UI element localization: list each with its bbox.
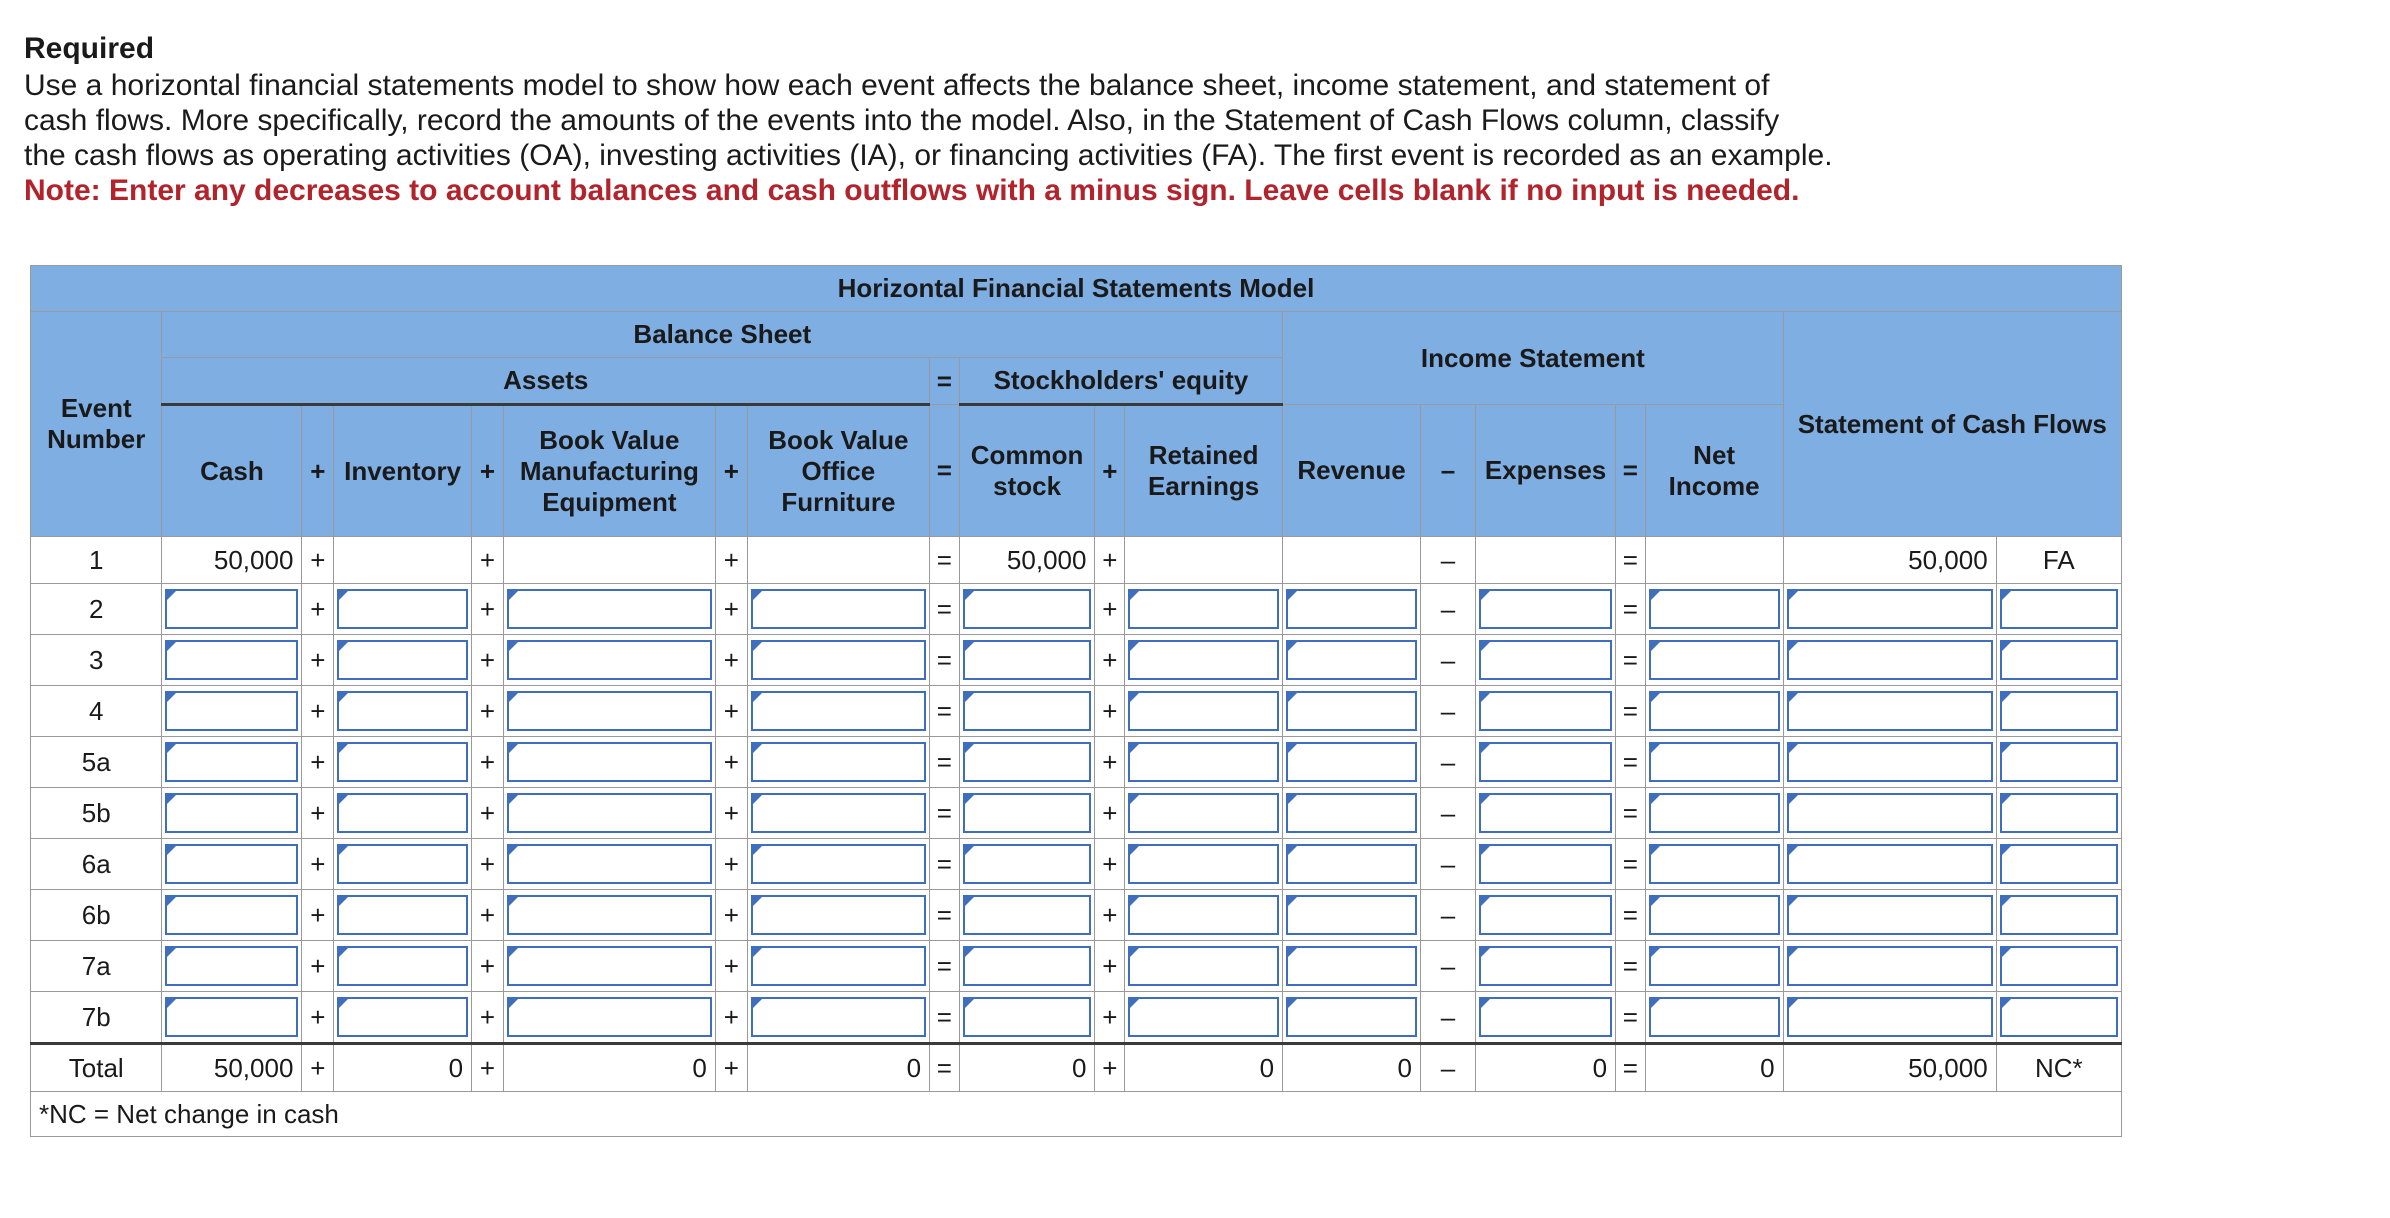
plus-sign: + bbox=[715, 839, 747, 890]
common-stock-input[interactable] bbox=[963, 997, 1092, 1037]
plus-sign: + bbox=[302, 405, 334, 537]
plus-sign: + bbox=[472, 686, 504, 737]
cash-input[interactable] bbox=[165, 844, 298, 884]
equals-sign: = bbox=[930, 788, 960, 839]
mfg-equipment-input[interactable] bbox=[507, 997, 712, 1037]
model-title: Horizontal Financial Statements Model bbox=[31, 266, 2122, 312]
retained-earnings-input[interactable] bbox=[1128, 793, 1279, 833]
instructions-line-2: cash flows. More specifically, record the amounts of the events into the model. Also, in the Statement of Cash Flows column, classify bbox=[24, 104, 1780, 137]
example-row bbox=[31, 537, 2122, 584]
plus-sign: + bbox=[472, 839, 504, 890]
expenses-input[interactable] bbox=[1479, 793, 1612, 833]
plus-sign: + bbox=[715, 737, 747, 788]
plus-sign: + bbox=[1095, 839, 1125, 890]
plus-sign: + bbox=[302, 584, 334, 635]
minus-sign: – bbox=[1420, 788, 1475, 839]
minus-sign: – bbox=[1420, 992, 1475, 1044]
event-row bbox=[31, 941, 2122, 992]
expenses-input[interactable] bbox=[1479, 640, 1612, 680]
revenue-input[interactable] bbox=[1286, 844, 1417, 884]
plus-sign: + bbox=[1095, 992, 1125, 1044]
plus-sign: + bbox=[472, 890, 504, 941]
cash-flow-value: 50,000 bbox=[1783, 537, 1996, 584]
common-stock-input[interactable] bbox=[963, 946, 1092, 986]
expenses-value bbox=[1476, 537, 1616, 584]
plus-sign: + bbox=[302, 992, 334, 1044]
total-retained-earnings: 0 bbox=[1125, 1044, 1283, 1092]
plus-sign: + bbox=[1095, 788, 1125, 839]
cash-input[interactable] bbox=[165, 742, 298, 782]
common-stock-input[interactable] bbox=[963, 691, 1092, 731]
net-income-input[interactable] bbox=[1649, 997, 1780, 1037]
minus-sign: – bbox=[1420, 686, 1475, 737]
equals-sign: = bbox=[1616, 584, 1646, 635]
revenue-value bbox=[1283, 537, 1421, 584]
event-row bbox=[31, 686, 2122, 737]
mfg-equipment-input[interactable] bbox=[507, 691, 712, 731]
common-stock-value: 50,000 bbox=[959, 537, 1095, 584]
total-cash-flow-class: NC* bbox=[1996, 1044, 2121, 1092]
mfg-equipment-input[interactable] bbox=[507, 895, 712, 935]
revenue-input[interactable] bbox=[1286, 793, 1417, 833]
retained-earnings-input[interactable] bbox=[1128, 691, 1279, 731]
revenue-input[interactable] bbox=[1286, 742, 1417, 782]
common-stock-input[interactable] bbox=[963, 589, 1092, 629]
cash-input[interactable] bbox=[165, 640, 298, 680]
minus-sign: – bbox=[1420, 635, 1475, 686]
inventory-header: Inventory bbox=[334, 405, 472, 537]
plus-sign: + bbox=[472, 941, 504, 992]
plus-sign: + bbox=[715, 1044, 747, 1092]
revenue-input[interactable] bbox=[1286, 640, 1417, 680]
plus-sign: + bbox=[472, 635, 504, 686]
equals-sign: = bbox=[930, 1044, 960, 1092]
inventory-input[interactable] bbox=[337, 997, 468, 1037]
event-row bbox=[31, 788, 2122, 839]
equals-sign: = bbox=[1616, 635, 1646, 686]
retained-earnings-input[interactable] bbox=[1128, 895, 1279, 935]
plus-sign: + bbox=[472, 1044, 504, 1092]
event-label: 6a bbox=[31, 839, 162, 890]
cash-flow-class-input[interactable] bbox=[2000, 640, 2118, 680]
common-stock-input[interactable] bbox=[963, 895, 1092, 935]
retained-earnings-input[interactable] bbox=[1128, 946, 1279, 986]
equals-sign: = bbox=[1616, 537, 1646, 584]
expenses-input[interactable] bbox=[1479, 742, 1612, 782]
plus-sign: + bbox=[1095, 635, 1125, 686]
mfg-equipment-input[interactable] bbox=[507, 589, 712, 629]
plus-sign: + bbox=[715, 788, 747, 839]
office-furniture-input[interactable] bbox=[751, 844, 926, 884]
plus-sign: + bbox=[715, 941, 747, 992]
net-income-input[interactable] bbox=[1649, 640, 1780, 680]
event-label: 5b bbox=[31, 788, 162, 839]
inventory-input[interactable] bbox=[337, 793, 468, 833]
office-furniture-input[interactable] bbox=[751, 589, 926, 629]
equals-sign: = bbox=[930, 737, 960, 788]
office-furniture-input[interactable] bbox=[751, 742, 926, 782]
cash-flow-input[interactable] bbox=[1787, 589, 1993, 629]
instructions-line-1: Use a horizontal financial statements model to show how each event affects the balance sheet, income statement, and statement of bbox=[24, 69, 1770, 102]
revenue-input[interactable] bbox=[1286, 946, 1417, 986]
net-income-input[interactable] bbox=[1649, 946, 1780, 986]
cash-input[interactable] bbox=[165, 691, 298, 731]
cash-flow-input[interactable] bbox=[1787, 997, 1993, 1037]
equals-sign: = bbox=[1616, 405, 1646, 537]
inventory-input[interactable] bbox=[337, 691, 468, 731]
retained-earnings-input[interactable] bbox=[1128, 589, 1279, 629]
total-cash-flow: 50,000 bbox=[1783, 1044, 1996, 1092]
office-furniture-input[interactable] bbox=[751, 691, 926, 731]
cash-flow-class-input[interactable] bbox=[2000, 844, 2118, 884]
plus-sign: + bbox=[302, 686, 334, 737]
instructions-line-3: the cash flows as operating activities (OA), investing activities (IA), or financing activities (FA). The first event is recorded as an example. bbox=[24, 139, 1833, 172]
net-income-input[interactable] bbox=[1649, 844, 1780, 884]
equals-sign: = bbox=[1616, 890, 1646, 941]
plus-sign: + bbox=[715, 992, 747, 1044]
plus-sign: + bbox=[1095, 405, 1125, 537]
office-furniture-input[interactable] bbox=[751, 640, 926, 680]
plus-sign: + bbox=[715, 635, 747, 686]
common-stock-input[interactable] bbox=[963, 640, 1092, 680]
plus-sign: + bbox=[715, 890, 747, 941]
assets-header: Assets bbox=[162, 358, 930, 405]
equals-sign: = bbox=[930, 890, 960, 941]
equals-sign: = bbox=[930, 635, 960, 686]
cash-flow-class-input[interactable] bbox=[2000, 691, 2118, 731]
total-mfg-equipment: 0 bbox=[503, 1044, 715, 1092]
net-income-input[interactable] bbox=[1649, 895, 1780, 935]
equals-sign: = bbox=[1616, 992, 1646, 1044]
minus-sign: – bbox=[1420, 537, 1475, 584]
equals-sign: = bbox=[1616, 1044, 1646, 1092]
office-furniture-input[interactable] bbox=[751, 997, 926, 1037]
common-stock-header: Common stock bbox=[959, 405, 1095, 537]
event-row bbox=[31, 635, 2122, 686]
mfg-equipment-input[interactable] bbox=[507, 946, 712, 986]
event-label: 7a bbox=[31, 941, 162, 992]
inventory-input[interactable] bbox=[337, 589, 468, 629]
plus-sign: + bbox=[302, 1044, 334, 1092]
cash-flows-header: Statement of Cash Flows bbox=[1783, 312, 2121, 537]
total-expenses: 0 bbox=[1476, 1044, 1616, 1092]
horizontal-statements-model bbox=[30, 265, 2122, 1137]
inventory-value bbox=[334, 537, 472, 584]
revenue-input[interactable] bbox=[1286, 997, 1417, 1037]
cash-flow-input[interactable] bbox=[1787, 640, 1993, 680]
mfg-equipment-input[interactable] bbox=[507, 742, 712, 782]
total-revenue: 0 bbox=[1283, 1044, 1421, 1092]
total-office-furniture: 0 bbox=[747, 1044, 929, 1092]
equals-sign: = bbox=[930, 839, 960, 890]
net-income-input[interactable] bbox=[1649, 691, 1780, 731]
plus-sign: + bbox=[1095, 1044, 1125, 1092]
revenue-input[interactable] bbox=[1286, 895, 1417, 935]
revenue-input[interactable] bbox=[1286, 589, 1417, 629]
income-statement-header: Income Statement bbox=[1283, 312, 1783, 405]
revenue-input[interactable] bbox=[1286, 691, 1417, 731]
cash-flow-class-input[interactable] bbox=[2000, 589, 2118, 629]
expenses-input[interactable] bbox=[1479, 946, 1612, 986]
total-label: Total bbox=[31, 1044, 162, 1092]
cash-flow-input[interactable] bbox=[1787, 946, 1993, 986]
net-income-header: Net Income bbox=[1645, 405, 1783, 537]
balance-sheet-header: Balance Sheet bbox=[162, 312, 1283, 358]
cash-flow-input[interactable] bbox=[1787, 844, 1993, 884]
instructions-heading: Required bbox=[24, 32, 155, 65]
minus-sign: – bbox=[1420, 839, 1475, 890]
expenses-input[interactable] bbox=[1479, 997, 1612, 1037]
net-income-value bbox=[1645, 537, 1783, 584]
net-income-input[interactable] bbox=[1649, 793, 1780, 833]
plus-sign: + bbox=[1095, 537, 1125, 584]
total-row bbox=[31, 1044, 2122, 1092]
instructions bbox=[24, 30, 2224, 208]
expenses-header: Expenses bbox=[1476, 405, 1616, 537]
plus-sign: + bbox=[472, 737, 504, 788]
minus-sign: – bbox=[1420, 737, 1475, 788]
cash-input[interactable] bbox=[165, 793, 298, 833]
plus-sign: + bbox=[715, 584, 747, 635]
event-row bbox=[31, 890, 2122, 941]
cash-flow-class: FA bbox=[1996, 537, 2121, 584]
cash-header: Cash bbox=[162, 405, 302, 537]
plus-sign: + bbox=[472, 992, 504, 1044]
mfg-equipment-input[interactable] bbox=[507, 844, 712, 884]
event-number-header: Event Number bbox=[31, 312, 162, 537]
equals-sign: = bbox=[930, 405, 960, 537]
retained-earnings-input[interactable] bbox=[1128, 997, 1279, 1037]
net-income-input[interactable] bbox=[1649, 589, 1780, 629]
cash-input[interactable] bbox=[165, 997, 298, 1037]
event-row bbox=[31, 737, 2122, 788]
cash-flow-class-input[interactable] bbox=[2000, 997, 2118, 1037]
net-income-input[interactable] bbox=[1649, 742, 1780, 782]
cash-flow-class-input[interactable] bbox=[2000, 793, 2118, 833]
retained-earnings-input[interactable] bbox=[1128, 640, 1279, 680]
expenses-input[interactable] bbox=[1479, 589, 1612, 629]
cash-flow-input[interactable] bbox=[1787, 742, 1993, 782]
plus-sign: + bbox=[715, 405, 747, 537]
event-row bbox=[31, 584, 2122, 635]
equals-sign: = bbox=[930, 584, 960, 635]
retained-earnings-header: Retained Earnings bbox=[1125, 405, 1283, 537]
event-row bbox=[31, 992, 2122, 1044]
equals-sign: = bbox=[1616, 788, 1646, 839]
minus-sign: – bbox=[1420, 941, 1475, 992]
event-label: 7b bbox=[31, 992, 162, 1044]
common-stock-input[interactable] bbox=[963, 844, 1092, 884]
plus-sign: + bbox=[302, 890, 334, 941]
minus-sign: – bbox=[1420, 405, 1475, 537]
cash-flow-class-input[interactable] bbox=[2000, 946, 2118, 986]
instructions-note: Note: Enter any decreases to account balances and cash outflows with a minus sign. Leave cells blank if no input is needed. bbox=[24, 174, 1800, 207]
equals-sign: = bbox=[930, 992, 960, 1044]
plus-sign: + bbox=[1095, 941, 1125, 992]
equity-header: Stockholders' equity bbox=[959, 358, 1282, 405]
revenue-header: Revenue bbox=[1283, 405, 1421, 537]
inventory-input[interactable] bbox=[337, 640, 468, 680]
inventory-input[interactable] bbox=[337, 844, 468, 884]
event-label: 4 bbox=[31, 686, 162, 737]
mfg-equipment-input[interactable] bbox=[507, 640, 712, 680]
equals-sign: = bbox=[1616, 941, 1646, 992]
cash-flow-input[interactable] bbox=[1787, 895, 1993, 935]
equals-sign: = bbox=[1616, 686, 1646, 737]
event-label: 6b bbox=[31, 890, 162, 941]
plus-sign: + bbox=[1095, 737, 1125, 788]
equals-sign: = bbox=[930, 941, 960, 992]
plus-sign: + bbox=[302, 839, 334, 890]
inventory-input[interactable] bbox=[337, 895, 468, 935]
mfg-equipment-input[interactable] bbox=[507, 793, 712, 833]
equals-sign: = bbox=[1616, 737, 1646, 788]
plus-sign: + bbox=[1095, 890, 1125, 941]
plus-sign: + bbox=[302, 737, 334, 788]
retained-earnings-value bbox=[1125, 537, 1283, 584]
event-row bbox=[31, 839, 2122, 890]
office-furniture-value bbox=[747, 537, 929, 584]
plus-sign: + bbox=[472, 788, 504, 839]
minus-sign: – bbox=[1420, 584, 1475, 635]
office-furniture-input[interactable] bbox=[751, 946, 926, 986]
plus-sign: + bbox=[472, 584, 504, 635]
cash-input[interactable] bbox=[165, 946, 298, 986]
cash-flow-input[interactable] bbox=[1787, 793, 1993, 833]
office-furniture-input[interactable] bbox=[751, 895, 926, 935]
plus-sign: + bbox=[302, 635, 334, 686]
event-label: 2 bbox=[31, 584, 162, 635]
plus-sign: + bbox=[1095, 686, 1125, 737]
plus-sign: + bbox=[472, 537, 504, 584]
retained-earnings-input[interactable] bbox=[1128, 844, 1279, 884]
equals-sign: = bbox=[1616, 839, 1646, 890]
minus-sign: – bbox=[1420, 890, 1475, 941]
total-cash: 50,000 bbox=[162, 1044, 302, 1092]
plus-sign: + bbox=[472, 405, 504, 537]
equals-sign: = bbox=[930, 358, 960, 405]
expenses-input[interactable] bbox=[1479, 691, 1612, 731]
cash-flow-class-input[interactable] bbox=[2000, 742, 2118, 782]
event-label: 5a bbox=[31, 737, 162, 788]
inventory-input[interactable] bbox=[337, 742, 468, 782]
plus-sign: + bbox=[1095, 584, 1125, 635]
mfg-equipment-header: Book Value Manufacturing Equipment bbox=[503, 405, 715, 537]
total-net-income: 0 bbox=[1645, 1044, 1783, 1092]
equals-sign: = bbox=[930, 537, 960, 584]
plus-sign: + bbox=[302, 788, 334, 839]
cash-input[interactable] bbox=[165, 589, 298, 629]
total-common-stock: 0 bbox=[959, 1044, 1095, 1092]
plus-sign: + bbox=[302, 537, 334, 584]
expenses-input[interactable] bbox=[1479, 844, 1612, 884]
mfg-equipment-value bbox=[503, 537, 715, 584]
total-inventory: 0 bbox=[334, 1044, 472, 1092]
footnote: *NC = Net change in cash bbox=[31, 1092, 2122, 1137]
inventory-input[interactable] bbox=[337, 946, 468, 986]
cash-flow-input[interactable] bbox=[1787, 691, 1993, 731]
cash-input[interactable] bbox=[165, 895, 298, 935]
common-stock-input[interactable] bbox=[963, 742, 1092, 782]
equals-sign: = bbox=[930, 686, 960, 737]
plus-sign: + bbox=[715, 686, 747, 737]
event-label: 1 bbox=[31, 537, 162, 584]
common-stock-input[interactable] bbox=[963, 793, 1092, 833]
event-label: 3 bbox=[31, 635, 162, 686]
office-furniture-input[interactable] bbox=[751, 793, 926, 833]
cash-flow-class-input[interactable] bbox=[2000, 895, 2118, 935]
plus-sign: + bbox=[715, 537, 747, 584]
minus-sign: – bbox=[1420, 1044, 1475, 1092]
retained-earnings-input[interactable] bbox=[1128, 742, 1279, 782]
expenses-input[interactable] bbox=[1479, 895, 1612, 935]
office-furniture-header: Book Value Office Furniture bbox=[747, 405, 929, 537]
plus-sign: + bbox=[302, 941, 334, 992]
cash-value: 50,000 bbox=[162, 537, 302, 584]
